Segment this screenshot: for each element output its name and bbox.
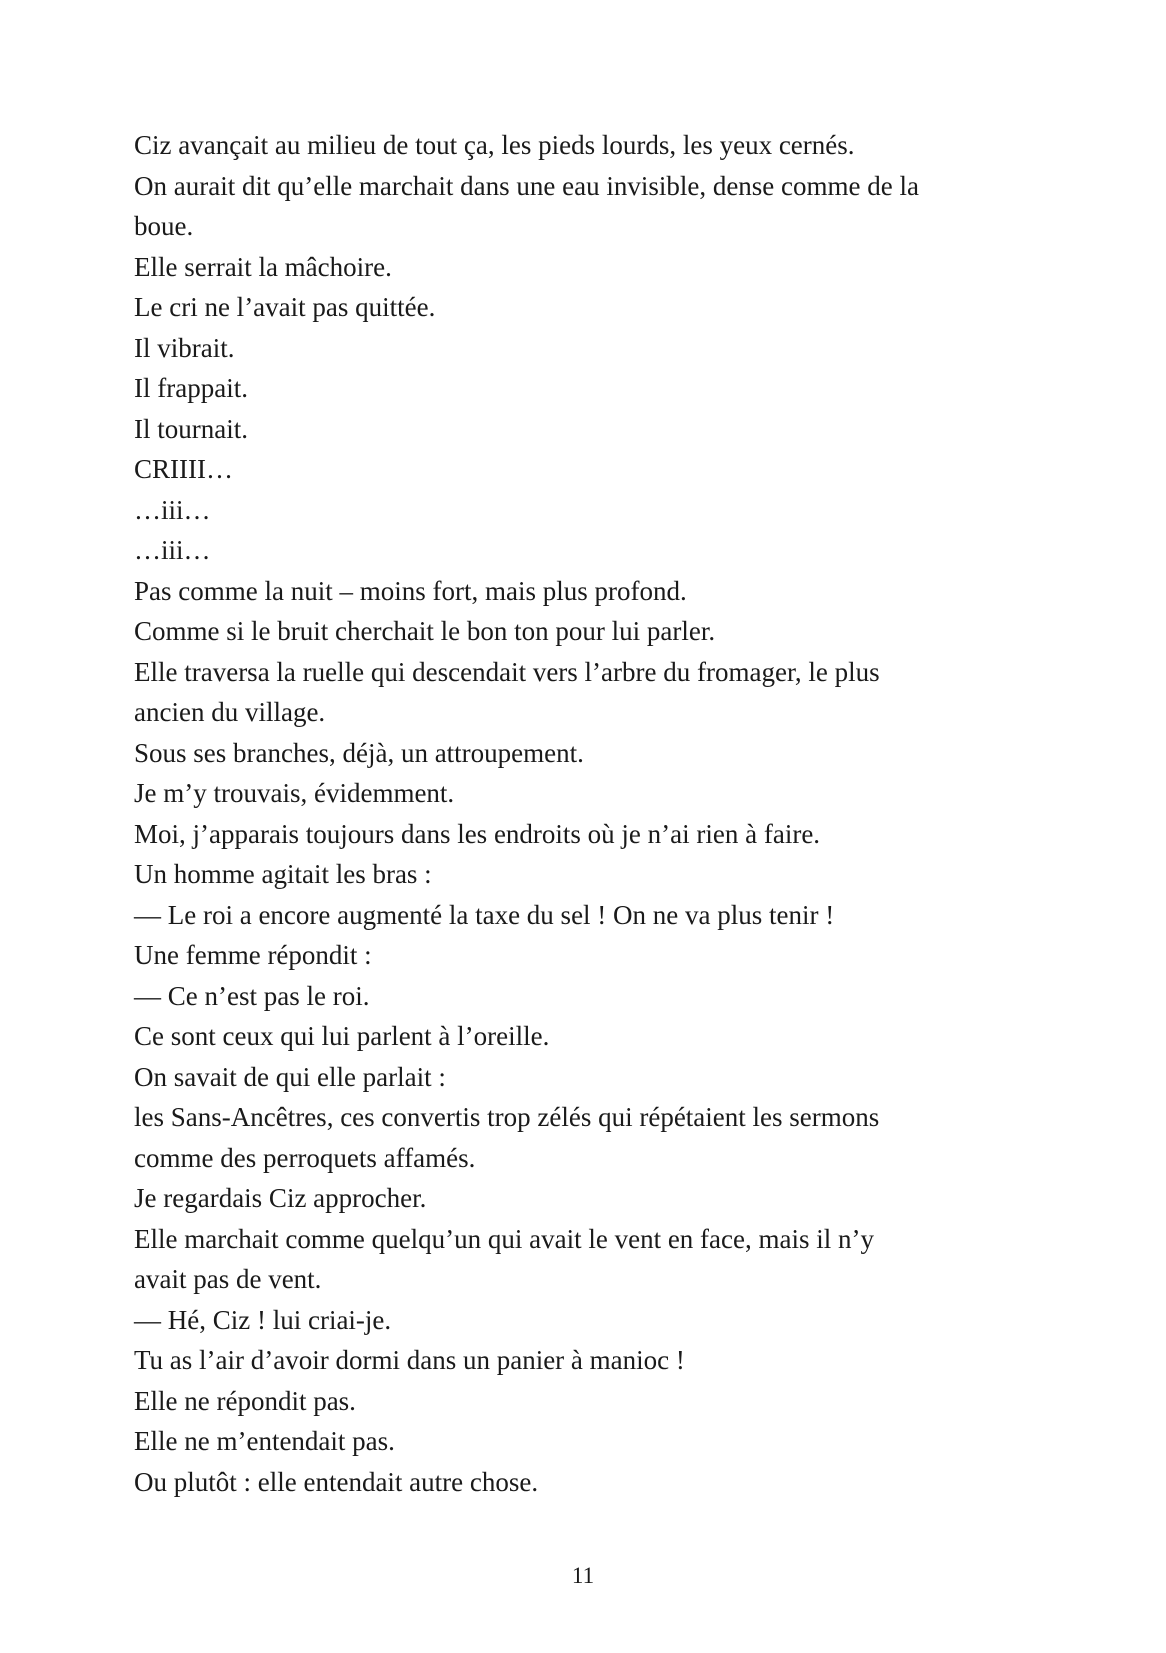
text-line: comme des perroquets affamés. — [134, 1142, 476, 1173]
text-line: Ou plutôt : elle entendait autre chose. — [134, 1466, 539, 1497]
text-line: boue. — [134, 211, 194, 241]
text-line: — Hé, Ciz ! lui criai-je. — [134, 1304, 392, 1335]
text-line: Je m’y trouvais, évidemment. — [134, 778, 455, 808]
text-line: Une femme répondit : — [134, 940, 372, 970]
text-line: On savait de qui elle parlait : — [134, 1061, 446, 1092]
text-line: Elle traversa la ruelle qui descendait vers l’arbre du fromager, le plus — [134, 656, 880, 687]
text-line: Ce sont ceux qui lui parlent à l’oreille. — [134, 1021, 550, 1051]
text-line: Elle serrait la mâchoire. — [134, 251, 392, 282]
page-number: 11 — [571, 1563, 595, 1588]
text-line: Tu as l’air d’avoir dormi dans un panier à manioc ! — [134, 1345, 685, 1375]
text-line: — Le roi a encore augmenté la taxe du sel ! On ne va plus tenir ! — [134, 899, 835, 930]
text-line: — Ce n’est pas le roi. — [134, 980, 370, 1011]
text-line: …iii… — [134, 535, 211, 565]
text-line: Il frappait. — [134, 373, 248, 403]
text-line: Sous ses branches, déjà, un attroupement. — [134, 737, 584, 768]
text-line: Elle marchait comme quelqu’un qui avait le vent en face, mais il n’y — [134, 1223, 874, 1254]
body-text — [134, 125, 1054, 1502]
text-line: Le cri ne l’avait pas quittée. — [134, 292, 436, 322]
text-line: les Sans-Ancêtres, ces convertis trop zélés qui répétaient les sermons — [134, 1102, 880, 1132]
text-line: Moi, j’apparais toujours dans les endroits où je n’ai rien à faire. — [134, 818, 821, 849]
text-line: Un homme agitait les bras : — [134, 859, 432, 889]
text-line: avait pas de vent. — [134, 1264, 322, 1294]
text-line: Je regardais Ciz approcher. — [134, 1183, 427, 1213]
text-line: Elle ne répondit pas. — [134, 1385, 356, 1416]
text-line: ancien du village. — [134, 697, 326, 727]
text-line: Pas comme la nuit – moins fort, mais plus profond. — [134, 575, 687, 606]
text-line: …iii… — [134, 494, 211, 525]
text-line: Il vibrait. — [134, 332, 235, 363]
text-line: Il tournait. — [134, 413, 248, 444]
text-line: CRIIII… — [134, 454, 233, 484]
text-line: On aurait dit qu’elle marchait dans une eau invisible, dense comme de la — [134, 170, 919, 201]
text-line: Ciz avançait au milieu de tout ça, les pieds lourds, les yeux cernés. — [134, 130, 855, 160]
text-line: Elle ne m’entendait pas. — [134, 1426, 395, 1456]
text-line: Comme si le bruit cherchait le bon ton pour lui parler. — [134, 616, 716, 646]
